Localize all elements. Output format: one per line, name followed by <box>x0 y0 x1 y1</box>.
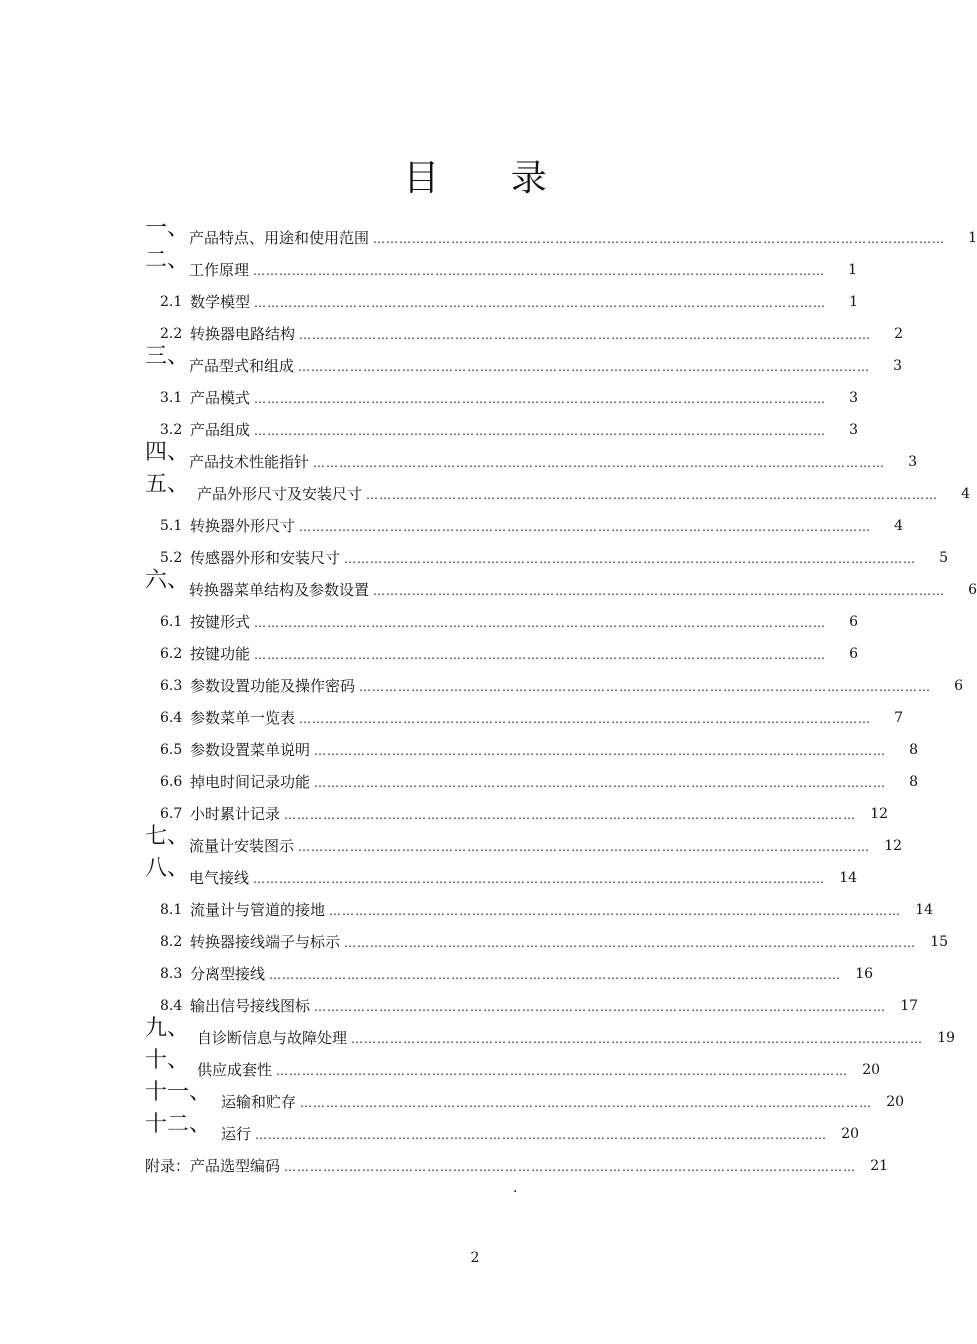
toc-entry-number: 六、 <box>145 568 190 593</box>
toc-dot-leader: …………………………………………………………………………………………………………………… <box>276 1064 849 1078</box>
toc-entry-number: 五、 <box>145 472 190 497</box>
toc-entry[interactable] <box>160 694 904 727</box>
toc-entry-number: 九、 <box>145 1016 190 1041</box>
toc-entry-page: 2 <box>894 326 904 342</box>
toc-entry[interactable] <box>145 822 903 855</box>
toc-dot-leader: …………………………………………………………………………………………………………………… <box>300 1096 873 1110</box>
toc-entry-label: 工作原理 <box>189 261 250 279</box>
toc-entry-page: 21 <box>870 1158 889 1174</box>
toc-entry-page: 15 <box>930 934 949 950</box>
toc-entry[interactable] <box>160 630 859 663</box>
toc-entry[interactable] <box>160 278 859 311</box>
toc-entry-page: 3 <box>849 390 859 406</box>
toc-entry-number: 6.6 <box>160 774 183 790</box>
toc-entry-label: 自诊断信息与故障处理 <box>197 1029 348 1047</box>
toc-entry-label: 分离型接线 <box>190 965 266 983</box>
toc-entry-page: 5 <box>939 550 949 566</box>
toc-entry-label: 流量计安装图示 <box>189 837 295 855</box>
toc-entry-number: 三、 <box>145 344 190 369</box>
toc-entry-number: 6.1 <box>160 614 183 630</box>
toc-entry-number: 十二、 <box>145 1112 212 1137</box>
toc-dot-leader: …………………………………………………………………………………………………………………… <box>254 392 827 406</box>
toc-entry-number: 二、 <box>145 248 190 273</box>
toc-entry-number: 十、 <box>145 1048 190 1073</box>
toc-entry[interactable] <box>160 598 859 631</box>
toc-entry-label: 产品型式和组成 <box>189 357 295 375</box>
toc-dot-leader: …………………………………………………………………………………………………………………… <box>254 648 827 662</box>
toc-entry[interactable] <box>160 790 889 823</box>
toc-entry-label: 产品技术性能指针 <box>189 453 310 471</box>
toc-entry-label: 小时累计记录 <box>190 805 281 823</box>
toc-entry-page: 6 <box>954 678 964 694</box>
toc-entry[interactable] <box>145 470 971 503</box>
toc-dot-leader: …………………………………………………………………………………………………………………… <box>269 968 842 982</box>
toc-entry-number: 一、 <box>145 216 190 241</box>
toc-entry[interactable] <box>160 662 964 695</box>
toc-entry-label: 产品外形尺寸及安装尺寸 <box>197 485 363 503</box>
toc-dot-leader: …………………………………………………………………………………………………………………… <box>344 552 917 566</box>
toc-entry-number: 6.7 <box>160 806 183 822</box>
toc-dot-leader: …………………………………………………………………………………………………………………… <box>253 872 826 886</box>
toc-entry-label: 产品模式 <box>190 389 251 407</box>
toc-entry-page: 6 <box>849 614 859 630</box>
toc-entry-page: 6 <box>968 582 977 598</box>
toc-entry[interactable] <box>145 246 858 279</box>
toc-entry-number: 8.2 <box>160 934 183 950</box>
toc-entry[interactable] <box>145 438 918 471</box>
toc-entry-label: 转换器外形尺寸 <box>190 517 296 535</box>
toc-entry-number: 八、 <box>145 856 190 881</box>
toc-entry-number: 2.2 <box>160 326 183 342</box>
toc-entry-label: 电气接线 <box>189 869 250 887</box>
toc-entry-label: 转换器接线端子与标示 <box>190 933 341 951</box>
toc-entry-label: 传感器外形和安装尺寸 <box>190 549 341 567</box>
toc-dot-leader: …………………………………………………………………………………………………………………… <box>366 488 939 502</box>
toc-entry-page: 4 <box>894 518 904 534</box>
toc-entry-label: 运输和贮存 <box>221 1093 297 1111</box>
toc-entry-number: 5.2 <box>160 550 183 566</box>
toc-entry-label: 产品特点、用途和使用范围 <box>189 229 370 247</box>
toc-entry-number: 3.1 <box>160 390 183 406</box>
page-title: 目 录 <box>403 158 577 199</box>
toc-entry-number: 8.3 <box>160 966 183 982</box>
toc-entry-label: 掉电时间记录功能 <box>190 773 311 791</box>
toc-entry[interactable] <box>160 886 934 919</box>
toc-entry-label: 运行 <box>221 1125 252 1143</box>
toc-entry-label: 按键形式 <box>190 613 251 631</box>
toc-dot-leader: …………………………………………………………………………………………………………………… <box>284 808 857 822</box>
toc-entry[interactable] <box>160 502 904 535</box>
toc-entry[interactable] <box>160 406 859 439</box>
toc-entry-page: 20 <box>841 1126 860 1142</box>
toc-entry-label: 输出信号接线图标 <box>190 997 311 1015</box>
toc-entry[interactable] <box>145 1110 860 1143</box>
toc-entry-page: 19 <box>937 1030 956 1046</box>
stray-mark: . <box>513 1180 518 1196</box>
toc-entry[interactable] <box>160 982 919 1015</box>
toc-entry[interactable] <box>160 950 874 983</box>
toc-entry-page: 3 <box>908 454 918 470</box>
toc-entry[interactable] <box>160 726 919 759</box>
toc-entry-page: 7 <box>894 710 904 726</box>
toc-entry[interactable] <box>145 566 977 599</box>
toc-entry-label: 参数设置功能及操作密码 <box>190 677 356 695</box>
page-number: 2 <box>470 1250 480 1266</box>
toc-dot-leader: …………………………………………………………………………………………………………………… <box>254 424 827 438</box>
toc-entry-number: 四、 <box>145 440 190 465</box>
toc-entry-label: 数学模型 <box>190 293 251 311</box>
toc-entry-label: 产品组成 <box>190 421 251 439</box>
toc-entry-page: 16 <box>855 966 874 982</box>
toc-entry-number: 6.4 <box>160 710 183 726</box>
toc-dot-leader: …………………………………………………………………………………………………………………… <box>329 904 902 918</box>
toc-entry[interactable] <box>145 1014 956 1047</box>
toc-entry-page: 1 <box>848 262 858 278</box>
toc-entry-page: 1 <box>968 230 977 246</box>
toc-entry-label: 转换器菜单结构及参数设置 <box>189 581 370 599</box>
toc-entry[interactable] <box>145 1046 881 1079</box>
toc-dot-leader: …………………………………………………………………………………………………………………… <box>351 1032 924 1046</box>
toc-entry-number: 七、 <box>145 824 190 849</box>
toc-entry[interactable] <box>160 758 919 791</box>
toc-entry[interactable] <box>145 342 903 375</box>
toc-entry-page: 14 <box>839 870 858 886</box>
toc-entry-page: 12 <box>884 838 903 854</box>
toc-dot-leader: …………………………………………………………………………………………………………………… <box>254 296 827 310</box>
toc-entry-number: 8.4 <box>160 998 183 1014</box>
toc-entry-page: 6 <box>849 646 859 662</box>
toc-entry-page: 4 <box>961 486 971 502</box>
toc-entry[interactable] <box>160 534 949 567</box>
toc-entry-label: 按键功能 <box>190 645 251 663</box>
toc-dot-leader: …………………………………………………………………………………………………………………… <box>254 616 827 630</box>
toc-entry[interactable] <box>145 214 977 247</box>
toc-entry-number: 6.3 <box>160 678 183 694</box>
toc-entry-number: 5.1 <box>160 518 183 534</box>
toc-dot-leader: …………………………………………………………………………………………………………………… <box>313 456 886 470</box>
toc-dot-leader: …………………………………………………………………………………………………………………… <box>299 520 872 534</box>
toc-dot-leader: …………………………………………………………………………………………………………………… <box>299 712 872 726</box>
toc-entry-page: 14 <box>915 902 934 918</box>
toc-entry[interactable] <box>160 374 859 407</box>
toc-entry-page: 3 <box>893 358 903 374</box>
toc-entry-appendix[interactable] <box>145 1142 889 1175</box>
toc-entry-number: 3.2 <box>160 422 183 438</box>
toc-entry-label: 附录：产品选型编码 <box>145 1157 281 1175</box>
toc-dot-leader: …………………………………………………………………………………………………………………… <box>373 584 946 598</box>
toc-dot-leader: …………………………………………………………………………………………………………………… <box>373 232 946 246</box>
toc-entry-label: 供应成套性 <box>197 1061 273 1079</box>
toc-entry-page: 8 <box>909 774 919 790</box>
toc-dot-leader: …………………………………………………………………………………………………………………… <box>299 328 872 342</box>
toc-dot-leader: …………………………………………………………………………………………………………………… <box>298 360 871 374</box>
toc-entry[interactable] <box>160 310 904 343</box>
toc-dot-leader: …………………………………………………………………………………………………………………… <box>284 1160 857 1174</box>
toc-entry[interactable] <box>145 854 858 887</box>
toc-dot-leader: …………………………………………………………………………………………………………………… <box>344 936 917 950</box>
toc-entry-label: 参数菜单一览表 <box>190 709 296 727</box>
toc-entry-number: 6.5 <box>160 742 183 758</box>
toc-entry-label: 流量计与管道的接地 <box>190 901 326 919</box>
toc-dot-leader: …………………………………………………………………………………………………………………… <box>255 1128 828 1142</box>
toc-entry-page: 3 <box>849 422 859 438</box>
toc-entry-label: 转换器电路结构 <box>190 325 296 343</box>
toc-entry[interactable] <box>160 918 949 951</box>
toc-entry-page: 12 <box>870 806 889 822</box>
toc-dot-leader: …………………………………………………………………………………………………………………… <box>314 1000 887 1014</box>
toc-entry-number: 8.1 <box>160 902 183 918</box>
toc-entry-page: 17 <box>900 998 919 1014</box>
toc-entry-number: 6.2 <box>160 646 183 662</box>
toc-dot-leader: …………………………………………………………………………………………………………………… <box>253 264 826 278</box>
toc-dot-leader: …………………………………………………………………………………………………………………… <box>359 680 932 694</box>
toc-entry-page: 20 <box>886 1094 905 1110</box>
toc-entry-page: 20 <box>862 1062 881 1078</box>
toc-entry-number: 2.1 <box>160 294 183 310</box>
toc-dot-leader: …………………………………………………………………………………………………………………… <box>298 840 871 854</box>
toc-entry-page: 1 <box>849 294 859 310</box>
toc-entry-label: 参数设置菜单说明 <box>190 741 311 759</box>
toc-dot-leader: …………………………………………………………………………………………………………………… <box>314 744 887 758</box>
toc-dot-leader: …………………………………………………………………………………………………………………… <box>314 776 887 790</box>
toc-entry[interactable] <box>145 1078 905 1111</box>
toc-entry-page: 8 <box>909 742 919 758</box>
toc-entry-number: 十一、 <box>145 1080 212 1105</box>
